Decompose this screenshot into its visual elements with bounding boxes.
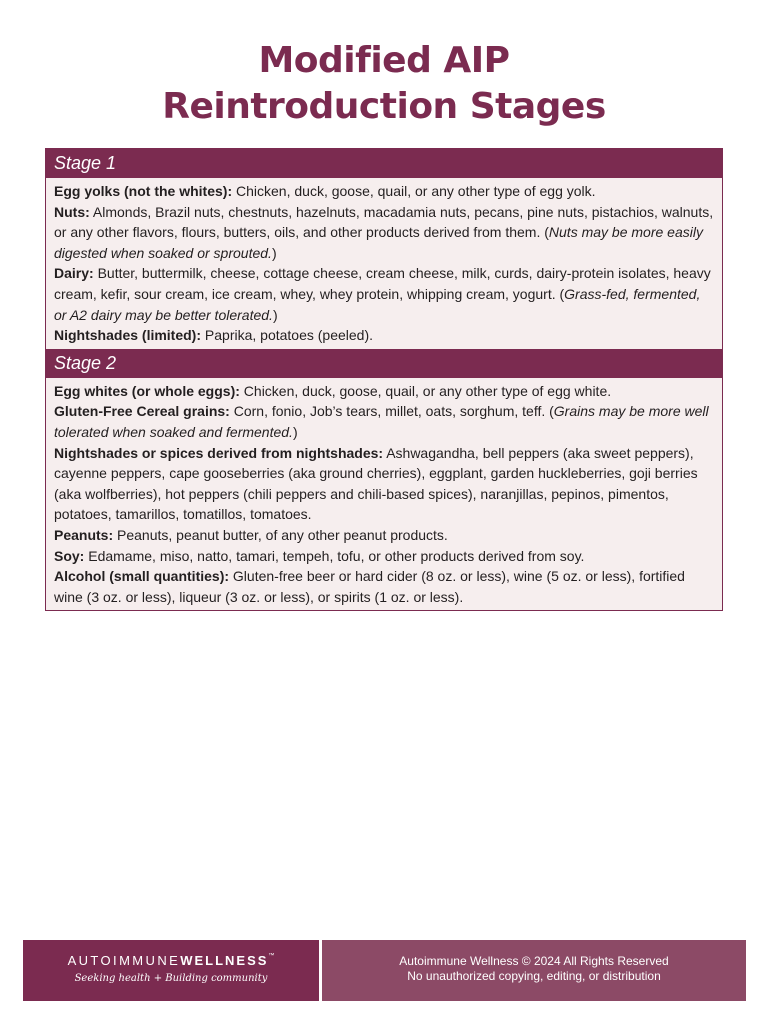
entry-text: Corn, fonio, Job’s tears, millet, oats, sorghum, teff. <box>229 403 550 420</box>
stage-2-entry-soy <box>54 546 716 567</box>
stage-2-entry-peanuts <box>54 525 716 546</box>
entry-text: Chicken, duck, goose, quail, or any other type of egg yolk. <box>232 183 596 199</box>
entry-heading: Nuts: <box>54 203 90 220</box>
copy-notice-text: No unauthorized copying, editing, or distribution <box>407 969 661 983</box>
page-title-line-1: Modified AIP <box>258 40 510 81</box>
entry-note-open: ( <box>549 403 554 420</box>
stage-1-entry-nightshades-limited <box>54 325 716 346</box>
entry-note-open: ( <box>544 224 549 241</box>
footer-brand <box>23 940 319 1001</box>
entry-heading: Dairy: <box>54 265 94 282</box>
entry-note: Grass-fed, fermented, or A2 dairy may be better tolerated. <box>54 285 701 323</box>
entry-heading: Nightshades (limited): <box>54 327 202 344</box>
logo-bold-text: WELLNESS <box>180 953 269 968</box>
entry-note-close: ) <box>292 423 298 440</box>
entry-text: Butter, buttermilk, cheese, cottage cheese, cream cheese, milk, curds, dairy-protein isolates, heavy cream, kefir, sour cream, ice cream, whey, whey protein, whipping cream, yogurt. <box>54 265 711 302</box>
logo-light-text: AUTOIMMUNE <box>67 953 181 968</box>
page-title <box>0 38 768 130</box>
entry-heading: Peanuts: <box>54 526 114 543</box>
stage-2-entry-egg-whites <box>54 381 716 402</box>
entry-heading: Gluten-Free Cereal grains: <box>54 403 230 420</box>
entry-text: Peanuts, peanut butter, of any other peanut products. <box>113 526 448 543</box>
page-title-line-2: Reintroduction Stages <box>162 86 606 127</box>
entry-note-close: ) <box>272 306 278 323</box>
entry-text: Paprika, potatoes (peeled). <box>201 327 374 344</box>
entry-note: Grains may be more well tolerated when soaked and fermented. <box>54 403 709 440</box>
entry-heading: Egg whites (or whole eggs): <box>54 382 240 399</box>
entry-heading: Nightshades or spices derived from nightshades: <box>54 444 384 461</box>
stage-2-entry-cereal-grains <box>54 401 716 442</box>
stage-1-body <box>46 178 722 349</box>
entry-heading: Alcohol (small quantities): <box>54 568 230 585</box>
trademark-symbol: ™ <box>268 953 275 959</box>
copyright-text: Autoimmune Wellness © 2024 All Rights Reserved <box>399 954 669 968</box>
entry-heading: Egg yolks (not the whites): <box>54 183 233 199</box>
footer-legal <box>322 940 746 1001</box>
entry-text: Almonds, Brazil nuts, chestnuts, hazelnuts, macadamia nuts, pecans, pine nuts, pistachios, walnuts, or any other flavors, flours, butters, oils, and other products derived from them. <box>54 203 714 241</box>
brand-tagline: Seeking health + Building community <box>74 973 268 984</box>
stage-1-entry-dairy <box>54 263 716 325</box>
stage-1-entry-egg-yolks <box>54 181 716 202</box>
entry-text: Gluten-free beer or hard cider (8 oz. or less), wine (5 oz. or less), fortified wine (3 oz. or less), liqueur (3 oz. or less), or spirits (1 oz. or less). <box>54 568 685 605</box>
entry-note: Nuts may be more easily digested when soaked or sprouted. <box>54 224 703 261</box>
entry-text: Edamame, miso, natto, tamari, tempeh, tofu, or other products derived from soy. <box>84 547 585 564</box>
footer <box>23 940 746 1001</box>
stages-table <box>45 148 723 611</box>
entry-heading: Soy: <box>54 547 85 564</box>
entry-text: Chicken, duck, goose, quail, or any other type of egg white. <box>239 382 612 399</box>
stage-1-entry-nuts <box>54 202 716 264</box>
entry-note-open: ( <box>559 285 565 302</box>
entry-text: Ashwagandha, bell peppers (aka sweet peppers), cayenne peppers, cape gooseberries (aka ground cherries), eggplant, garden huckleberries, goji berries (aka wolfberries), hot peppers (chili peppers and chili-based spices), naranjillas, pepinos, pimentos, potatoes, tamarillos, tomatillos, tomatoes. <box>54 444 698 523</box>
brand-logo <box>23 953 319 968</box>
stage-2-entry-nightshades-spices <box>54 443 716 525</box>
stage-2-entry-alcohol <box>54 566 716 607</box>
stage-1-header: Stage 1 <box>46 149 722 178</box>
stage-2-header: Stage 2 <box>46 349 722 378</box>
stage-2-body <box>46 378 722 611</box>
entry-note-close: ) <box>271 244 277 261</box>
